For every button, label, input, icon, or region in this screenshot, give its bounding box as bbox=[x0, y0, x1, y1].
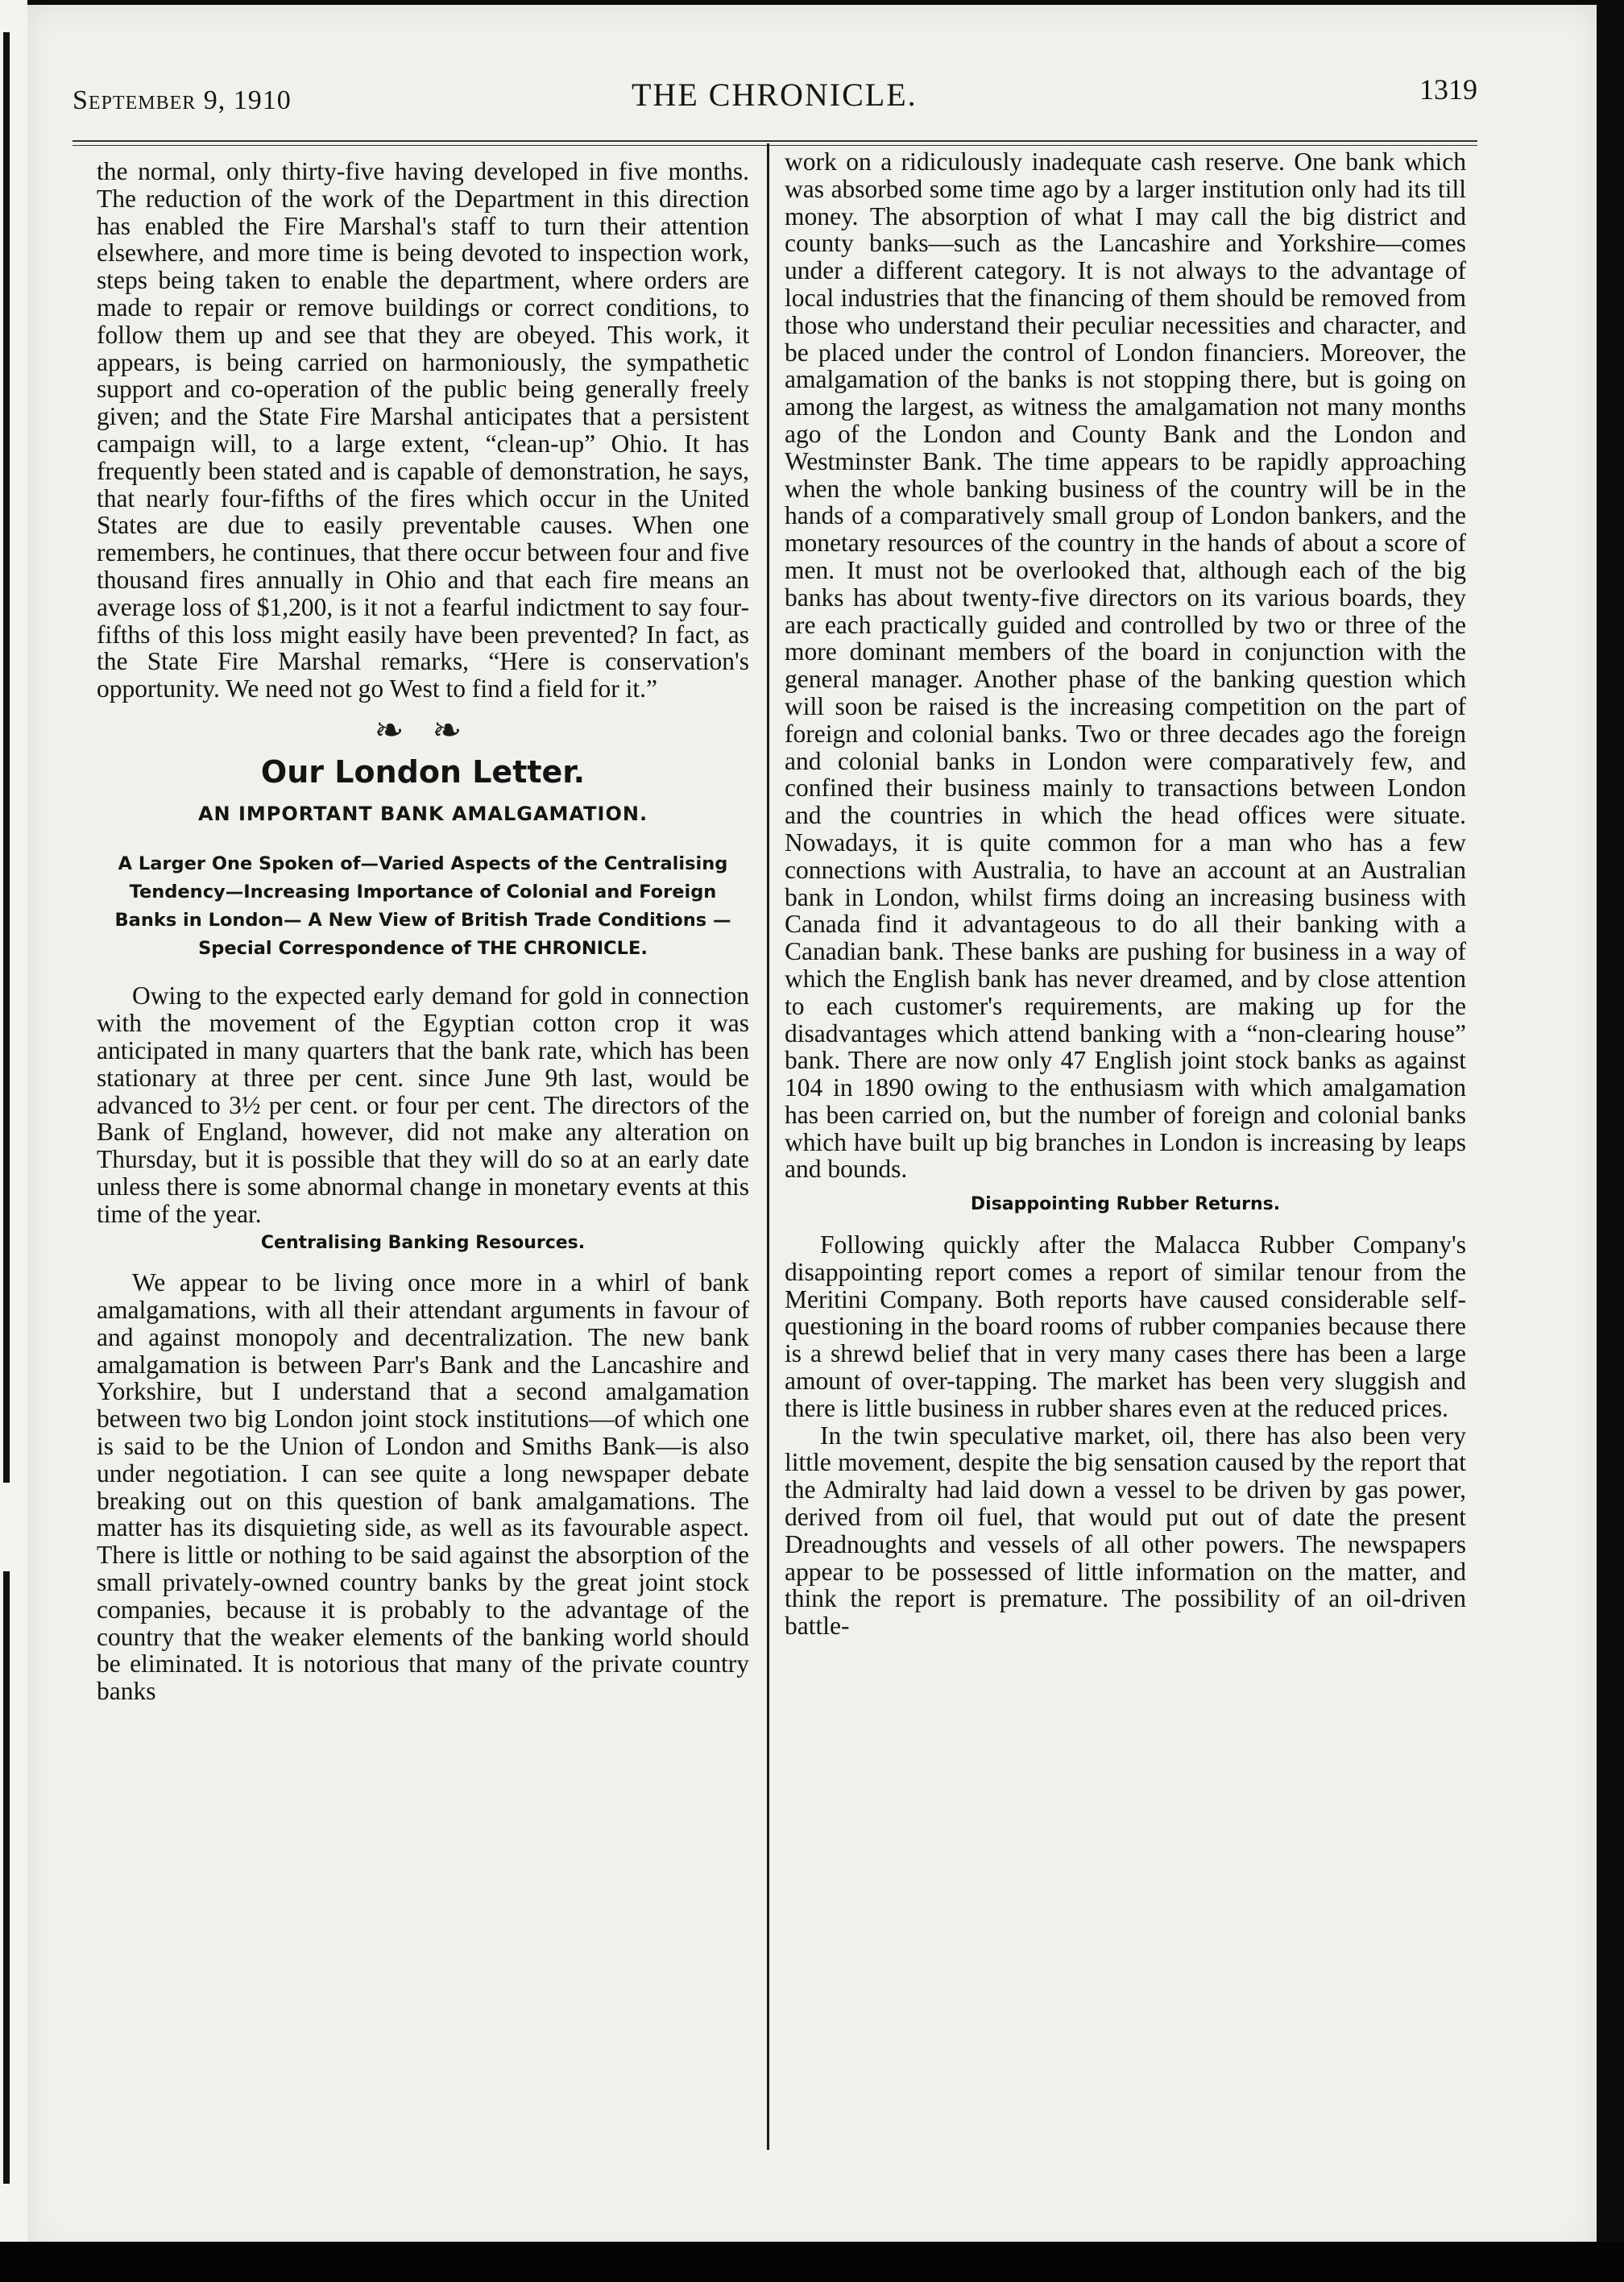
header-rule bbox=[72, 145, 1477, 146]
column-divider bbox=[767, 143, 769, 2150]
paragraph-oil: In the twin speculative market, oil, there has also been very little movement, despite the big sensation caused by the report that the Admiralty had laid down a vessel to be driven by gas power, derived from oil fuel, that would put out of date the present Dreadnoughts and vessels of all other powers. The newspapers appear to be possessed of little information on the matter, and think the report is premature. The possibility of an oil-driven battle- bbox=[785, 1421, 1466, 1641]
page-header bbox=[72, 73, 1477, 124]
paragraph-gold: Owing to the expected early demand for gold in connection with the movement of the Egyptian cotton crop it was anticipated in many quarters that the bank rate, which has been stationary at three per cent. since June 9th last, would be advanced to 3½ per cent. or four per cent. The directors of the Bank of England, however, did not make any alteration on Thursday, but it is possible that they will do so at an early date unless there is some abnormal change in monetary events at this time of the year. bbox=[97, 981, 749, 1228]
scan-bottom-band bbox=[0, 2242, 1624, 2282]
section-heading-rubber: Disappointing Rubber Returns. bbox=[970, 1194, 1281, 1215]
publication-title: THE CHRONICLE. bbox=[632, 77, 918, 113]
intro-paragraph: the normal, only thirty-five having developed in five months. The reduction of the work of the Department in this direction has enabled the Fire Marshal's staff to turn their attention elsewhere, and more time is being devoted to inspection work, steps being taken to enable the department, where orders are made to repair or remove buildings or correct conditions, to follow them up and see that they are obeyed. This work, it appears, is being carried on harmoniously, the sympathetic support and co-operation of the public being generally freely given; and the State Fire Marshal anticipates that a persistent campaign will, to a large extent, “clean-up” Ohio. It has frequently been stated and is capable of demonstration, he says, that nearly four-fifths of the fires which occur in the United States are due to easily preventable causes. When one remembers, he continues, that there occur between four and five thousand fires annually in Ohio and that each fire means an average loss of $1,200, is it not a fearful indictment to say four-fifths of this loss might easily have been prevented? In fact, as the State Fire Marshal remarks, “Here is conservation's opportunity. We need not go West to find a field for it.” bbox=[97, 157, 749, 703]
ornament-divider: ❧ ❧ bbox=[374, 710, 472, 750]
page-number: 1319 bbox=[1419, 73, 1477, 106]
article-deck: A Larger One Spoken of—Varied Aspects of the Centralising Tendency—Increasing Importance of Colonial and Foreign Banks in London— A New View of British Trade Conditions —Special Correspondence of THE CHRONICLE. bbox=[114, 853, 731, 960]
scan-edge-bar bbox=[3, 32, 10, 1483]
header-rule bbox=[72, 140, 1477, 142]
article-title: Our London Letter. bbox=[260, 753, 586, 790]
paragraph-amalgamations: We appear to be living once more in a whirl of bank amalgamations, with all their attendant arguments in favour of and against monopoly and decentralization. The new bank amalgamation is between Parr's Bank and the Lancashire and Yorkshire, but I understand that a second amalgamation between two big London joint stock institutions—of which one is said to be the Union of London and Smiths Bank—is also under negotiation. I can see quite a long newspaper debate breaking out on this question of bank amalgamations. The matter has its disquieting side, as well as its favourable aspect. There is little or nothing to be said against the absorption of the small privately-owned country banks by the great joint stock companies, because it is probably to the advantage of the country that the weaker elements of the banking world should be eliminated. It is notorious that many of the private country banks bbox=[97, 1268, 749, 1706]
right-column bbox=[785, 148, 1466, 1640]
scan-edge-bar bbox=[3, 1571, 10, 2184]
continuation-paragraph: work on a ridiculously inadequate cash reserve. One bank which was absorbed some time ago by a larger institution only had its till money. The absorption of what I may call the big district and county banks—such as the Lancashire and Yorkshire—comes under a different category. It is not always to the advantage of local industries that the financing of them should be removed from those who understand their peculiar necessities and character, and be placed under the control of London financiers. Moreover, the amalgamation of the banks is not stopping there, but is going on among the largest, as witness the amalgamation not many months ago of the London and County Bank and the London and Westminster Bank. The time appears to be rapidly approaching when the whole banking business of the country will be in the hands of a comparatively small group of London bankers, and the monetary resources of the country in the hands of about a score of men. It must not be overlooked that, although each of the big banks has about twenty-five directors on its various boards, they are each practically guided and controlled by two or three of the more dominant members of the board in conjunction with the general manager. Another phase of the banking question which will soon be raised is the increasing competition on the part of foreign and colonial banks. Two or three decades ago the foreign and colonial banks in London were comparatively few, and confined their business mainly to transactions between London and the countries in which the head offices were situate. Nowadays, it is quite common for a man who has a few connections with Australia, to have an account at an Australian bank in London, whilst firms doing an increasing business with Canada find it advantageous to do all their banking with a Canadian bank. These banks are pushing for business in a way of which the English bank has never dreamed, and by close attention to each customer's requirements, are making up for the disadvantages which attend banking with a “non-clearing house” bank. There are now only 47 English joint stock banks as against 104 in 1890 owing to the enthusiasm with which amalgamation has been carried on, but the number of foreign and colonial banks which have built up big branches in London is increasing by leaps and bounds. bbox=[785, 147, 1466, 1184]
newspaper-page bbox=[27, 5, 1597, 2253]
scan-left-edge bbox=[0, 0, 27, 2282]
issue-date: September 9, 1910 bbox=[72, 85, 292, 115]
section-heading-centralising: Centralising Banking Resources. bbox=[260, 1232, 586, 1253]
left-column bbox=[97, 158, 749, 1705]
paragraph-rubber: Following quickly after the Malacca Rubber Company's disappointing report comes a report of similar tenour from the Meritini Company. Both reports have caused considerable self-questioning in the board rooms of rubber companies because there is a shrewd belief that in very many cases there has been a large amount of over-tapping. The market has been very sluggish and there is little business in rubber shares even at the reduced prices. bbox=[785, 1230, 1466, 1422]
article-subtitle: AN IMPORTANT BANK AMALGAMATION. bbox=[197, 802, 648, 825]
